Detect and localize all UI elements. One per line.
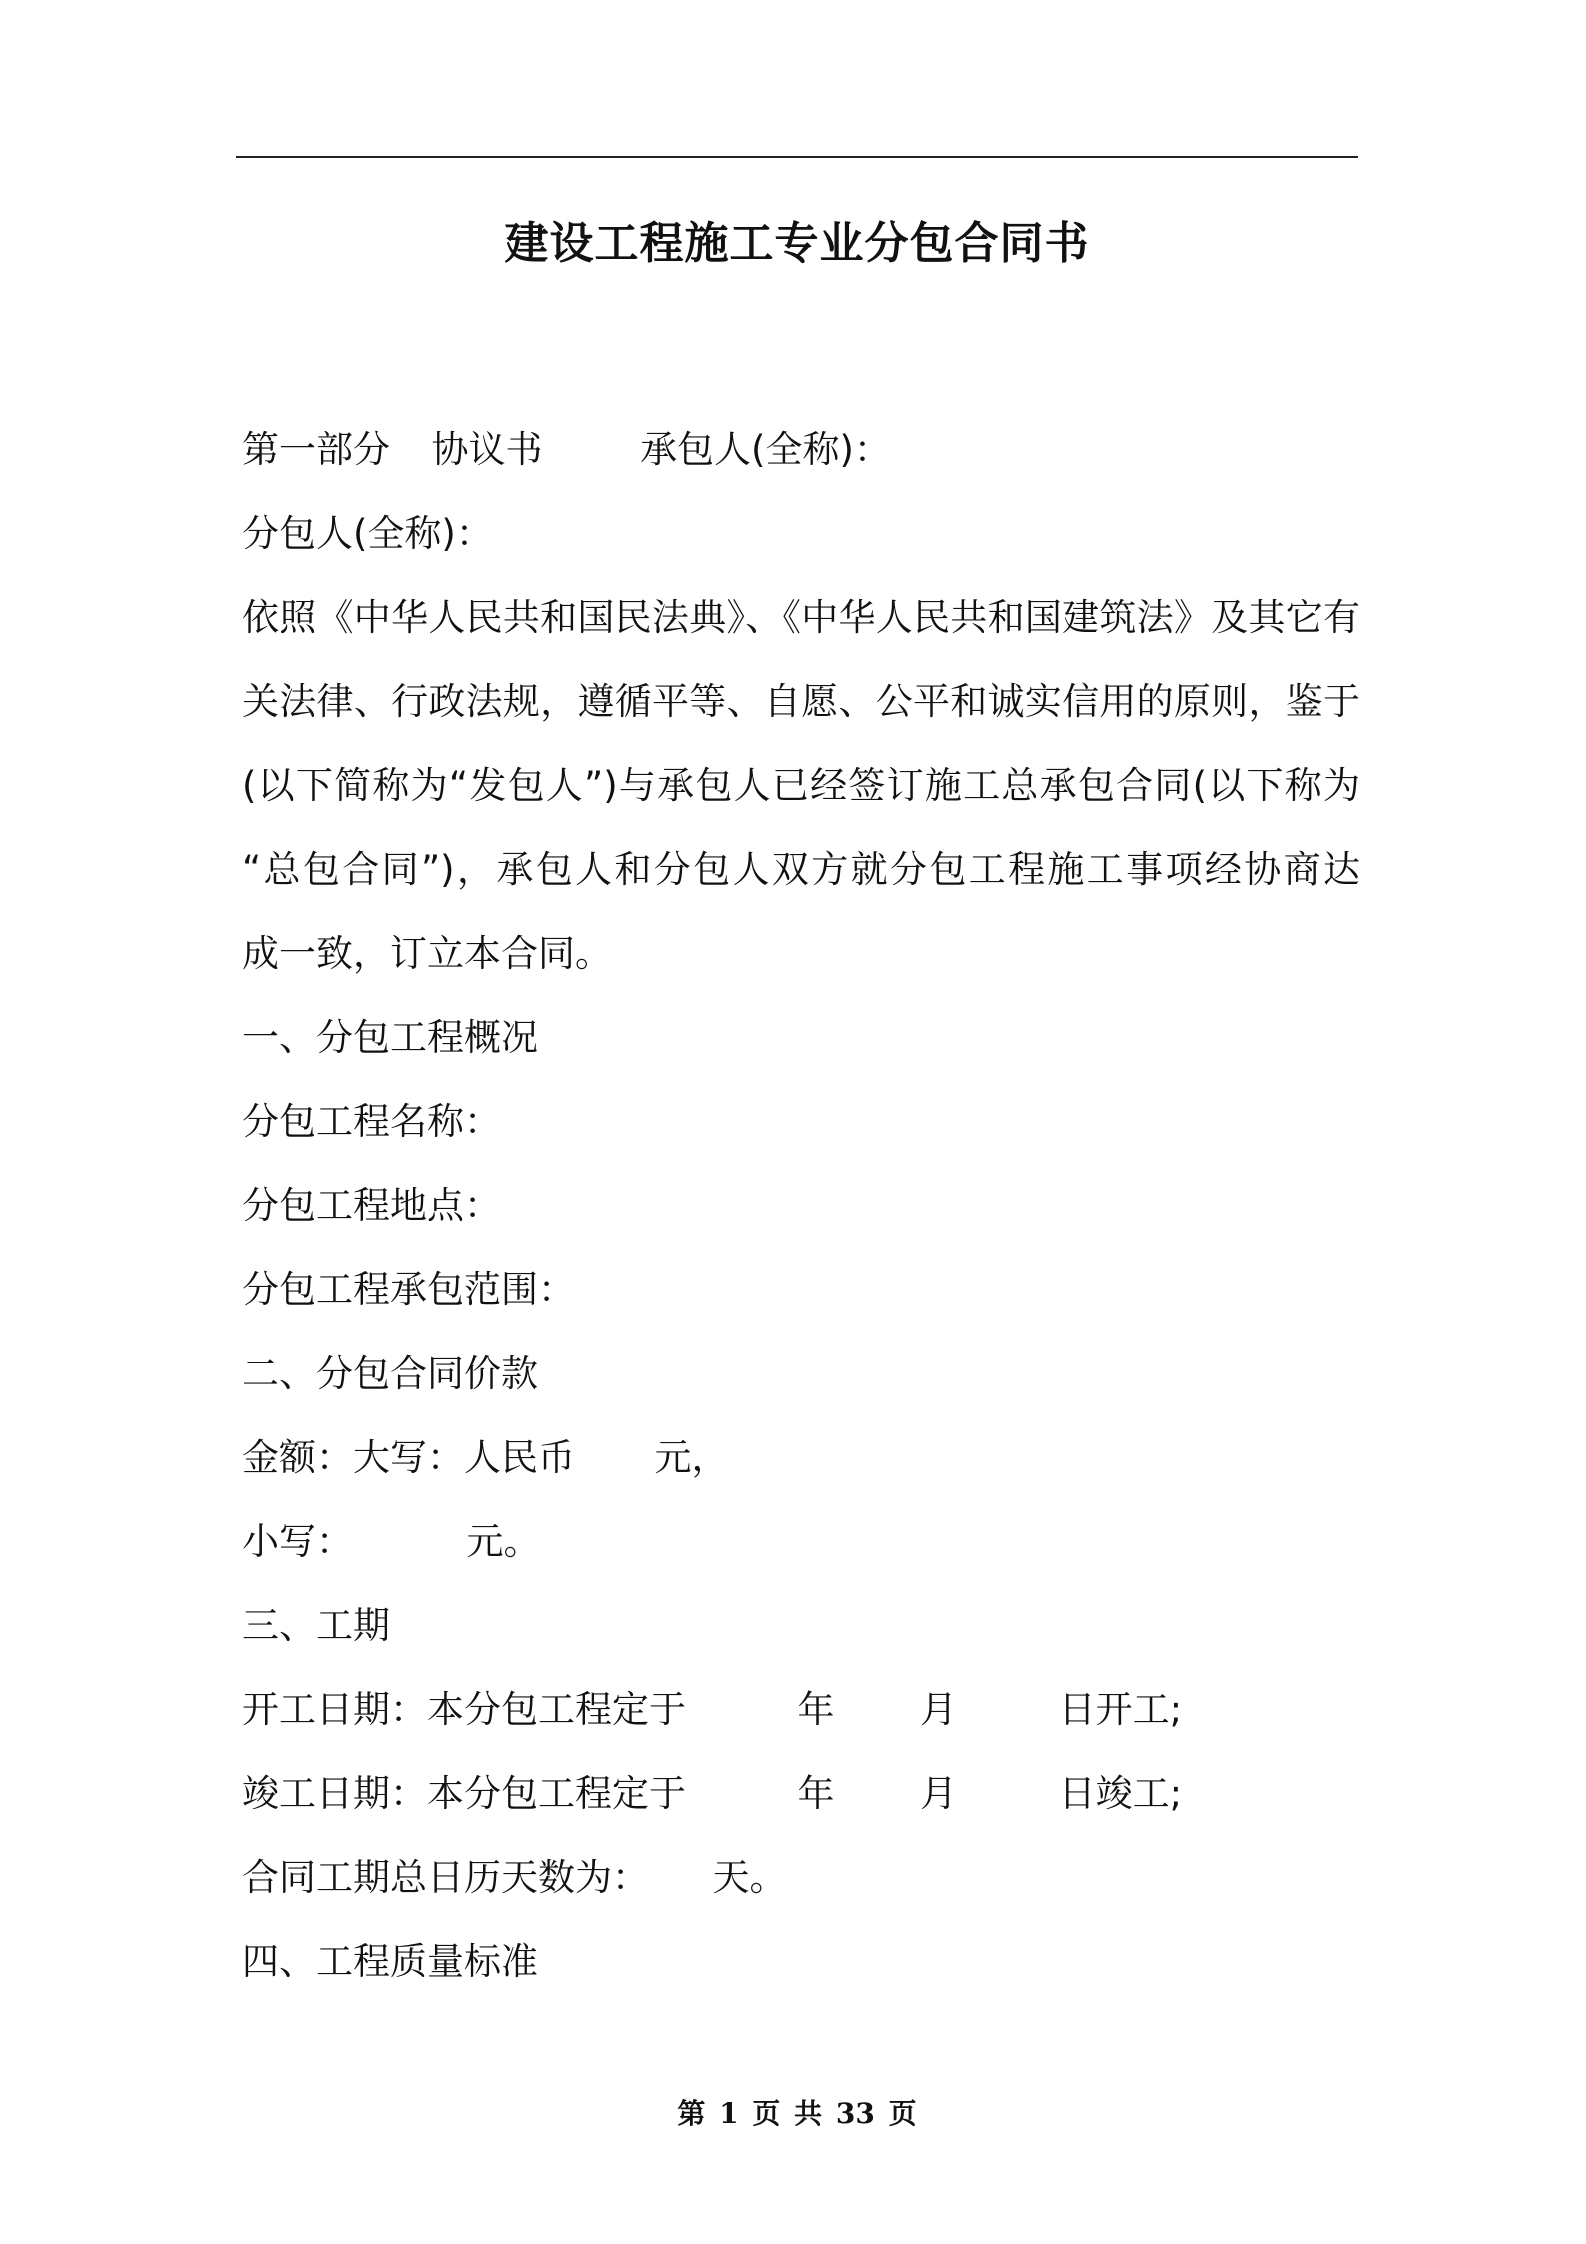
project-name-field: 分包工程名称：	[242, 1100, 501, 1143]
start-date-label: 开工日期：本分包工程定于	[242, 1688, 686, 1731]
part-label: 第一部分	[242, 428, 390, 471]
project-location-field: 分包工程地点：	[242, 1184, 501, 1227]
document-body	[242, 408, 1360, 2004]
finish-date-line	[242, 1752, 1360, 1836]
finish-month: 月	[920, 1772, 958, 1815]
project-scope-field: 分包工程承包范围：	[242, 1268, 575, 1311]
preamble-line: 关法律、行政法规，遵循平等、自愿、公平和诚实信用的原则，鉴于	[242, 680, 1360, 723]
amount-upper-unit: 元，	[654, 1436, 729, 1479]
preamble-line: 依照《中华人民共和国民法典》、《中华人民共和国建筑法》及其它有	[242, 596, 1360, 639]
preamble-line: 成一致，订立本合同。	[242, 932, 612, 975]
start-date-line	[242, 1668, 1360, 1752]
section-heading: 一、分包工程概况	[242, 1016, 538, 1059]
document-title: 建设工程施工专业分包合同书	[504, 218, 1090, 269]
contractor-field: 承包人(全称)：	[640, 428, 891, 471]
section-heading: 二、分包合同价款	[242, 1352, 538, 1395]
amount-lower-label: 小写：	[242, 1520, 353, 1563]
total-days-line	[242, 1836, 1360, 1920]
part-name: 协议书	[431, 428, 543, 471]
start-suffix: 日开工;	[1058, 1688, 1183, 1731]
amount-lower-line	[242, 1500, 1360, 1584]
start-month: 月	[920, 1688, 958, 1731]
amount-lower-unit: 元。	[466, 1520, 541, 1563]
finish-suffix: 日竣工;	[1058, 1772, 1183, 1815]
total-pages: 33	[835, 2097, 875, 2130]
amount-upper-label: 金额：大写：人民币	[242, 1436, 575, 1479]
page-footer	[236, 2094, 1358, 2134]
total-days-label: 合同工期总日历天数为：	[242, 1856, 649, 1899]
part-line	[242, 408, 1360, 492]
page-mid: 页 共	[752, 2097, 823, 2130]
start-year: 年	[797, 1688, 835, 1731]
section-heading: 三、工期	[242, 1604, 390, 1647]
page-number: 1	[719, 2097, 739, 2130]
section-heading: 四、工程质量标准	[242, 1940, 538, 1983]
page-suffix: 页	[888, 2097, 917, 2130]
subcontractor-field: 分包人(全称)：	[242, 512, 493, 555]
preamble-line: “总包合同”)，承包人和分包人双方就分包工程施工事项经协商达	[242, 848, 1360, 891]
header-rule	[236, 156, 1358, 158]
page-prefix: 第	[677, 2097, 706, 2130]
finish-date-label: 竣工日期：本分包工程定于	[242, 1772, 686, 1815]
finish-year: 年	[797, 1772, 835, 1815]
total-days-unit: 天。	[712, 1856, 787, 1899]
preamble-line: (以下简称为“发包人”)与承包人已经签订施工总承包合同(以下称为	[242, 764, 1360, 807]
amount-upper-line	[242, 1416, 1360, 1500]
